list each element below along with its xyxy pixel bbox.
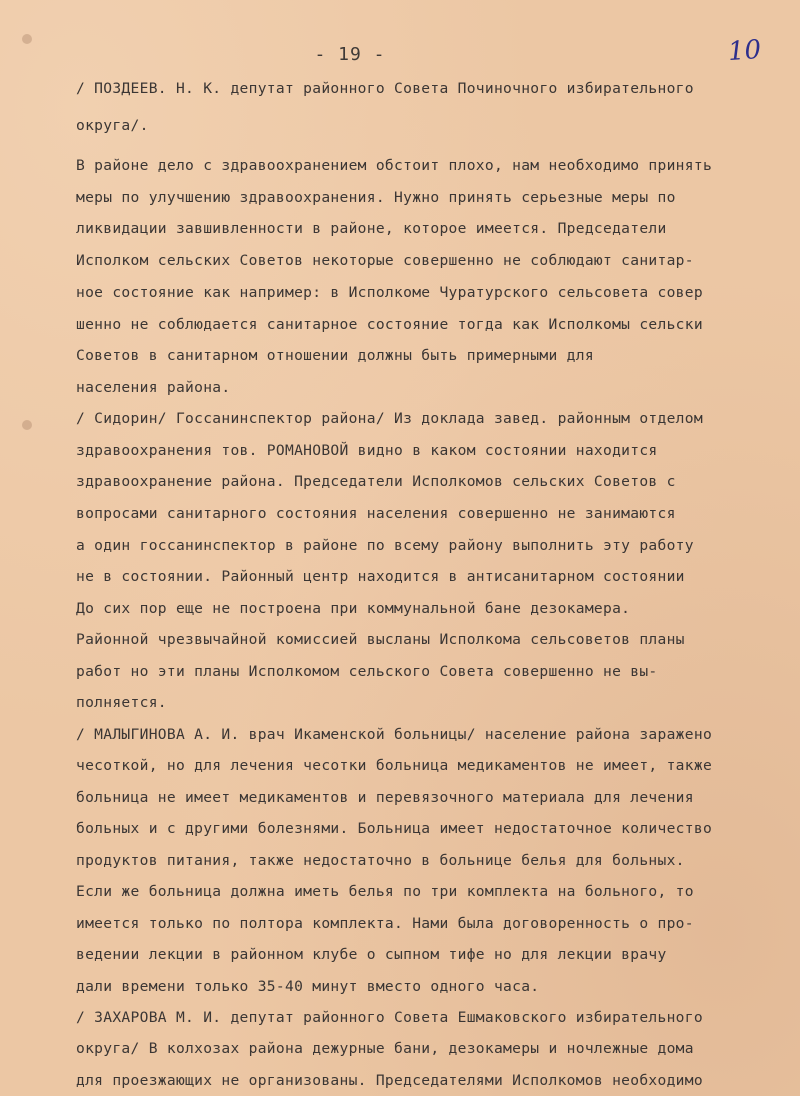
text-line: меры по улучшению здравоохранения. Нужно принять серьезные меры по [76,189,676,206]
text-line: чесоткой, но для лечения чесотки больница медикаментов не имеет, также [76,757,713,774]
text-line: имеется только по полтора комплекта. Нами была договоренность о про- [76,915,694,932]
text-line: / ЗАХАРОВА М. И. депутат районного Совета Ешмаковского избирательного [76,1009,703,1026]
text-line: больница не имеет медикаментов и перевязочного материала для лечения [76,789,694,806]
text-line: Районной чрезвычайной комиссией высланы Исполкома сельсоветов планы [76,631,685,648]
text-line: дали времени только 35-40 минут вместо одного часа. [76,978,540,995]
text-line: для проезжающих не организованы. Председателями Исполкомов необходимо [76,1072,703,1089]
text-line: ликвидации завшивленности в районе, которое имеется. Председатели [76,220,667,237]
text-line: вопросами санитарного состояния населения совершенно не занимаются [76,505,676,522]
text-line: округа/. [76,117,149,134]
text-line: округа/ В колхозах района дежурные бани, дезокамеры и ночлежные дома [76,1040,694,1057]
text-line: / Сидорин/ Госсанинспектор района/ Из доклада завед. районным отделом [76,410,703,427]
text-line: / МАЛЫГИНОВА А. И. врач Икаменской больницы/ население района заражено [76,726,713,743]
text-line: Исполком сельских Советов некоторые совершенно не соблюдают санитар- [76,252,694,269]
text-line: здравоохранение района. Председатели Исполкомов сельских Советов с [76,473,676,490]
text-line: населения района. [76,379,231,396]
punch-hole-mark [22,34,32,44]
text-line: ведении лекции в районном клубе о сыпном тифе но для лекции врачу [76,946,667,963]
text-line: ное состояние как например: в Исполкоме Чуратурского сельсовета совер [76,284,703,301]
text-line: До сих пор еще не построена при коммунальной бане дезокамера. [76,600,631,617]
handwritten-sheet-number: 10 [726,34,763,68]
text-line: / ПОЗДЕЕВ. Н. К. депутат районного Совета Починочного избирательного [76,80,694,97]
text-line: здравоохранения тов. РОМАНОВОЙ видно в каком состоянии находится [76,442,658,459]
page-number: - 19 - [314,44,386,65]
punch-hole-mark [22,420,32,430]
text-line: Советов в санитарном отношении должны быть примерными для [76,347,594,364]
text-line: не в состоянии. Районный центр находится в антисанитарном состоянии [76,568,685,585]
text-line: работ но эти планы Исполкомом сельского Совета совершенно не вы- [76,663,658,680]
text-line: а один госсанинспектор в районе по всему району выполнить эту работу [76,537,694,554]
text-line: больных и с другими болезнями. Больница имеет недостаточное количество [76,820,713,837]
text-line: полняется. [76,694,167,711]
text-line: продуктов питания, также недостаточно в больнице белья для больных. [76,852,685,869]
text-line: шенно не соблюдается санитарное состояние тогда как Исполкомы сельски [76,316,703,333]
text-line: Если же больница должна иметь белья по три комплекта на больного, то [76,883,694,900]
text-line: В районе дело с здравоохранением обстоит плохо, нам необходимо принять [76,157,713,174]
